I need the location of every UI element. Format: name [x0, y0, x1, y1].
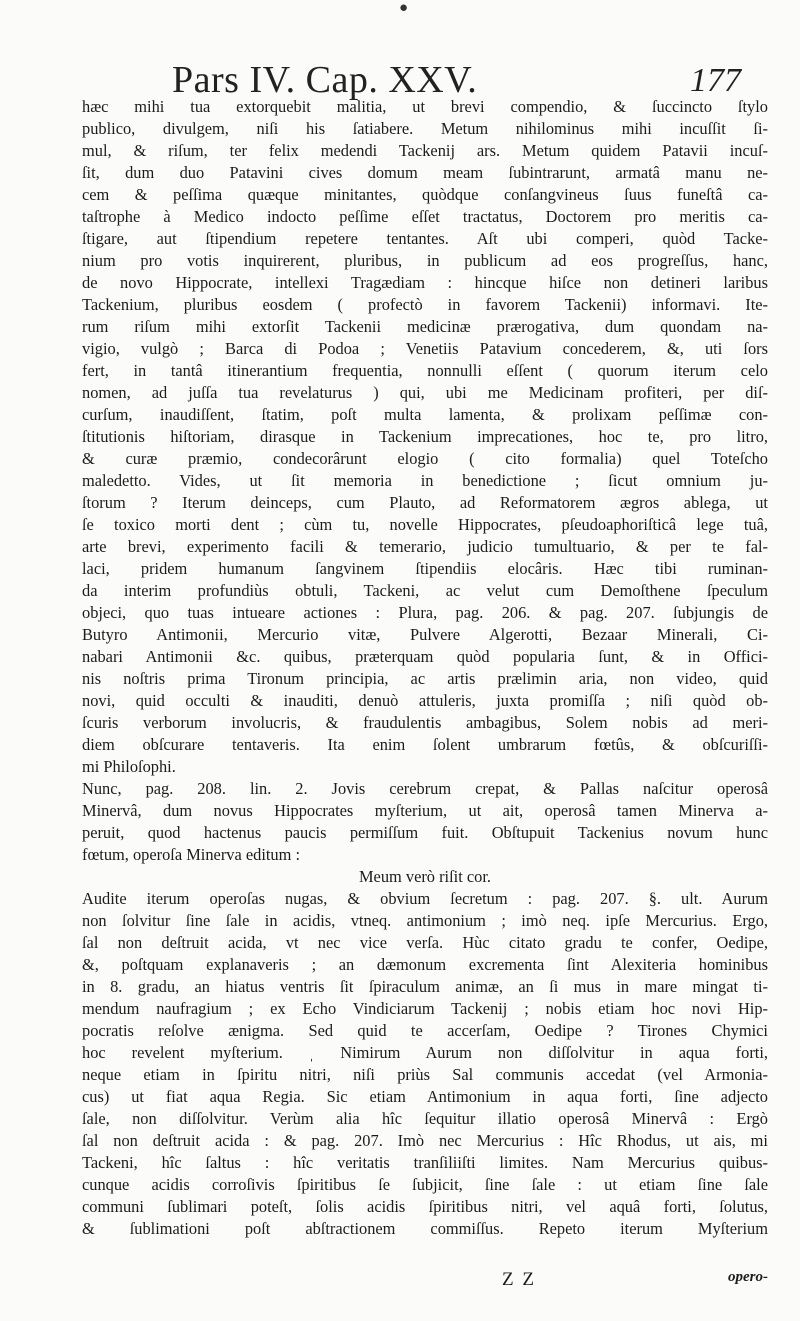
text-line: &, poſtquam explanaveris ; an dæmonum excrementa ſint Alexiteria hominibus	[82, 955, 768, 974]
text-line: nis noſtris prima Tironum principia, ac artis prælimin aria, non video, quid	[82, 669, 768, 688]
text-line: ſtigare, aut ſtipendium repetere tentantes. Aſt ubi comperi, quòd Tacke-	[82, 229, 768, 248]
text-line: hæc mihi tua extorquebit malitia, ut brevi compendio, & ſuccincto ſtylo	[82, 97, 768, 116]
text-line: novi, quid occulti & inauditi, denuò attuleris, juxta promiſſa ; niſi quòd ob-	[82, 691, 768, 710]
text-line: cus) ut fiat aqua Regia. Sic etiam Antimonium in aqua forti, ſine adjecto	[82, 1087, 768, 1106]
text-line: laci, pridem humanum ſangvinem ſtipendiis elocâris. Hæc tibi ruminan-	[82, 559, 768, 578]
text-line: Tackenium, pluribus eosdem ( profectò in favorem Tackenii) informavi. Ite-	[82, 295, 768, 314]
text-line: arte brevi, experimento facili & temerario, judicio tumultuario, & per te fal-	[82, 537, 768, 556]
text-line: hoc revelent myſterium. ˌ Nimirum Aurum non diſſolvitur in aqua forti,	[82, 1043, 768, 1062]
text-line: neque etiam in ſpiritu nitri, niſi priùs Sal communis accedat (vel Armonia-	[82, 1065, 768, 1084]
text-line: mul, & riſum, ter felix medendi Tackenij ars. Metum quidem Patavii incuſ-	[82, 141, 768, 160]
text-line: nium pro votis inquirerent, pluribus, in publicum ad eos progreſſus, hanc,	[82, 251, 768, 270]
text-line: Butyro Antimonii, Mercurio vitæ, Pulvere Algerotti, Bezaar Minerali, Ci-	[82, 625, 768, 644]
signature-mark: Z Z	[502, 1269, 536, 1290]
text-line: rum riſum mihi extorſit Tackenii medicinæ prærogativa, dum quondam na-	[82, 317, 768, 336]
text-line: communi ſublimari poteſt, ſolis acidis ſpiritibus nitri, vel aquâ forti, ſolutus,	[82, 1197, 768, 1216]
text-line: ſit, dum duo Patavini cives domum meam ſubintrarunt, armatâ manu ne-	[82, 163, 768, 182]
text-line: mi Philoſophi.	[82, 757, 176, 776]
text-line: Tackeni, hîc ſaltus : hîc veritatis tranſiliiſti limites. Nam Mercurius quibus-	[82, 1153, 768, 1172]
text-line: curſum, inaudiſſent, ſtatim, poſt multa lamenta, & prolixam peſſimæ con-	[82, 405, 768, 424]
text-line: Nunc, pag. 208. lin. 2. Jovis cerebrum crepat, & Pallas naſcitur operosâ	[82, 779, 768, 798]
text-line: publico, divulgem, niſi his ſatiabere. Metum nihilominus mihi incuſſit ſi-	[82, 119, 768, 138]
page-number: 177	[690, 62, 741, 99]
text-line: nabari Antimonii &c. quibus, præterquam quòd popularia ſunt, & in Offici-	[82, 647, 768, 666]
text-line: fœtum, operoſa Minerva editum :	[82, 845, 301, 864]
text-line: peruit, quod hactenus paucis permiſſum fuit. Obſtupuit Tackenius novum hunc	[82, 823, 768, 842]
text-line: cunque acidis corroſivis ſpiritibus ſe ſubjicit, ſine ſale : ut etiam ſine ſale	[82, 1175, 768, 1194]
footer	[82, 1269, 768, 1291]
top-mark: ●	[399, 0, 409, 16]
text-line: taſtrophe à Medico indocto peſſime eſſet tractatus, Doctorem pro meritis ca-	[82, 207, 768, 226]
text-line: diem obſcurare tentaveris. Ita enim ſolent umbrarum fœtûs, & obſcuriſſi-	[82, 735, 768, 754]
text-line: & curæ præmio, condecorârunt elogio ( cito formalia) quel Toteſcho	[82, 449, 768, 468]
text-line: Audite iterum operoſas nugas, & obvium ſecretum : pag. 207. §. ult. Aurum	[82, 889, 768, 908]
text-line: non ſolvitur ſine ſale in acidis, vtneq. antimonium ; imò neq. ipſe Mercurius. Ergo,	[82, 911, 768, 930]
text-line: vigio, vulgò ; Barca di Podoa ; Venetiis Patavium concederem, &, uti ſors	[82, 339, 768, 358]
text-line: ſal non deſtruit acida : & pag. 207. Imò nec Mercurius : Hîc Rhodus, ut ais, mi	[82, 1131, 768, 1150]
text-line: nomen, ad juſſa tua revelaturus ) qui, ubi me Medicinam profiteri, per diſ-	[82, 383, 768, 402]
catchword: opero-	[728, 1269, 768, 1285]
text-line: ſe toxico morti dent ; cùm tu, novelle Hippocrates, pſeudoaphoriſticâ lege tuâ,	[82, 515, 768, 534]
text-line: cem & peſſima quæque minitantes, quòdque conſangvineus ſuus funeſtâ ca-	[82, 185, 768, 204]
running-head: Pars IV. Cap. XXV.	[172, 59, 478, 101]
text-line: de novo Hippocrate, intellexi Tragædiam : hincque hiſce non detineri laribus	[82, 273, 768, 292]
text-line: ſcuris verborum involucris, & fraudulentis ambagibus, Solem nobis ad meri-	[82, 713, 768, 732]
text-line: & ſublimationi poſt abſtractionem commiſſus. Repeto iterum Myſterium	[82, 1219, 768, 1238]
text-line: in 8. gradu, an hiatus ventris ſit ſpiraculum animæ, an ſi mus in mare mingat ti-	[82, 977, 768, 996]
text-line: ſal non deſtruit acida, vt nec vice verſa. Hùc citato gradu te confer, Oedipe,	[82, 933, 768, 952]
body-text	[82, 96, 768, 1240]
text-line: Minervâ, dum novus Hippocrates myſterium, ut ait, operosâ tamen Minerva a-	[82, 801, 768, 820]
text-line: objeci, quo tuas intueare actiones : Plura, pag. 206. & pag. 207. ſubjungis de	[82, 603, 768, 622]
text-line: ſale, non diſſolvitur. Verùm alia hîc ſequitur illatio operosâ Minervâ : Ergò	[82, 1109, 768, 1128]
text-line: Meum verò riſit cor.	[358, 867, 491, 886]
text-line: ſtorum ? Iterum deinceps, cum Plauto, ad Reformatorem ægros ablega, ut	[82, 493, 768, 512]
text-line: da interim profundiùs obtuli, Tackeni, ac velut cum Demoſthene ſpeculum	[82, 581, 768, 600]
text-line: mendum naufragium ; ex Echo Vindiciarum Tackenij ; nobis etiam hoc novi Hip-	[82, 999, 768, 1018]
text-line: ſtitutionis hiſtoriam, dirasque in Tackenium imprecationes, hoc te, pro litro,	[82, 427, 768, 446]
text-line: fert, in tantâ itinerantium frequentia, nonnulli eſſent ( quorum iterum celo	[82, 361, 768, 380]
text-line: maledetto. Vides, ut ſit memoria in benedictione ; ſicut omnium ju-	[82, 471, 768, 490]
text-line: pocratis reſolve ænigma. Sed quid te accerſam, Oedipe ? Tirones Chymici	[82, 1021, 768, 1040]
